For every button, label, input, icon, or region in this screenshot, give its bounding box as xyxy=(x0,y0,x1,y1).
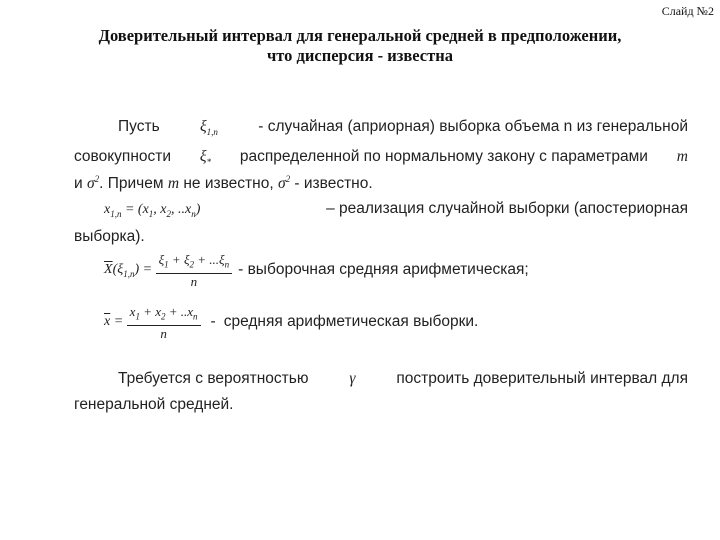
p2-line2: выборка). xyxy=(74,228,145,245)
fraction-x-sum: $\frac{x_1 + x_2 + ..x_n}{n}$ xyxy=(127,304,201,341)
p1-line3: и $\sigma^2$. Причем m не известно, $\sigma^2$ - известно. xyxy=(74,174,373,193)
equation-xbar: $\overline{x}$ = $\frac{x_1 + x_2 + ..x_n}{n}$ - средняя арифметическая выборки. xyxy=(104,304,479,341)
formula-m: m xyxy=(676,148,688,165)
formula-xi-1n: $\xi_{1,n}$ xyxy=(200,118,218,138)
formula-Xbar: $\overline{X}(\xi_{1,n})$ = xyxy=(104,261,156,279)
formula-xi: $\xi_*$ xyxy=(199,148,212,168)
p3-line1: Требуется с вероятностью γ построить доверительный интервал для xyxy=(118,370,688,387)
fraction-xi-sum: $\frac{\xi_1 + \xi_2 + ...\xi_n}{n}$ xyxy=(156,252,233,289)
p2-line1: $x_{1,n} = (x_1$, $x_2$, $..x_n$) – реализация случайной выборки (апостериорная xyxy=(104,200,688,219)
formula-x1n: $x_{1,n} = (x_1$, $x_2$, $..x_n$) xyxy=(104,202,201,219)
slide-number: Слайд №2 xyxy=(661,4,714,18)
formula-gamma: γ xyxy=(349,370,356,387)
formula-xbar: $\overline{x}$ = xyxy=(104,314,127,330)
formula-m-2: m xyxy=(167,175,180,193)
p1-line1: Пусть $\xi_{1,n}$ - случайная (априорная) выборка объема n из генеральной xyxy=(118,118,688,138)
dash: - xyxy=(210,313,216,331)
equation-sample-mean: $\overline{X}(\xi_{1,n})$ = $\frac{\xi_1 + \xi_2 + ...\xi_n}{n}$ - выборочная средняя арифметическая; xyxy=(104,252,529,289)
title-line-1: Доверительный интервал для генеральной средней в предположении, xyxy=(98,26,622,45)
slide-title xyxy=(14,26,706,66)
title-line-2: что дисперсия - известна xyxy=(266,46,453,65)
p1-line2: совокупности $\xi_*$ распределенной по нормальному закону с параметрами m xyxy=(74,148,688,168)
p3-line2: генеральной средней. xyxy=(74,396,234,413)
formula-sigma2: $\sigma^2$ xyxy=(86,174,100,193)
formula-sigma2-2: $\sigma^2$ xyxy=(277,174,291,193)
